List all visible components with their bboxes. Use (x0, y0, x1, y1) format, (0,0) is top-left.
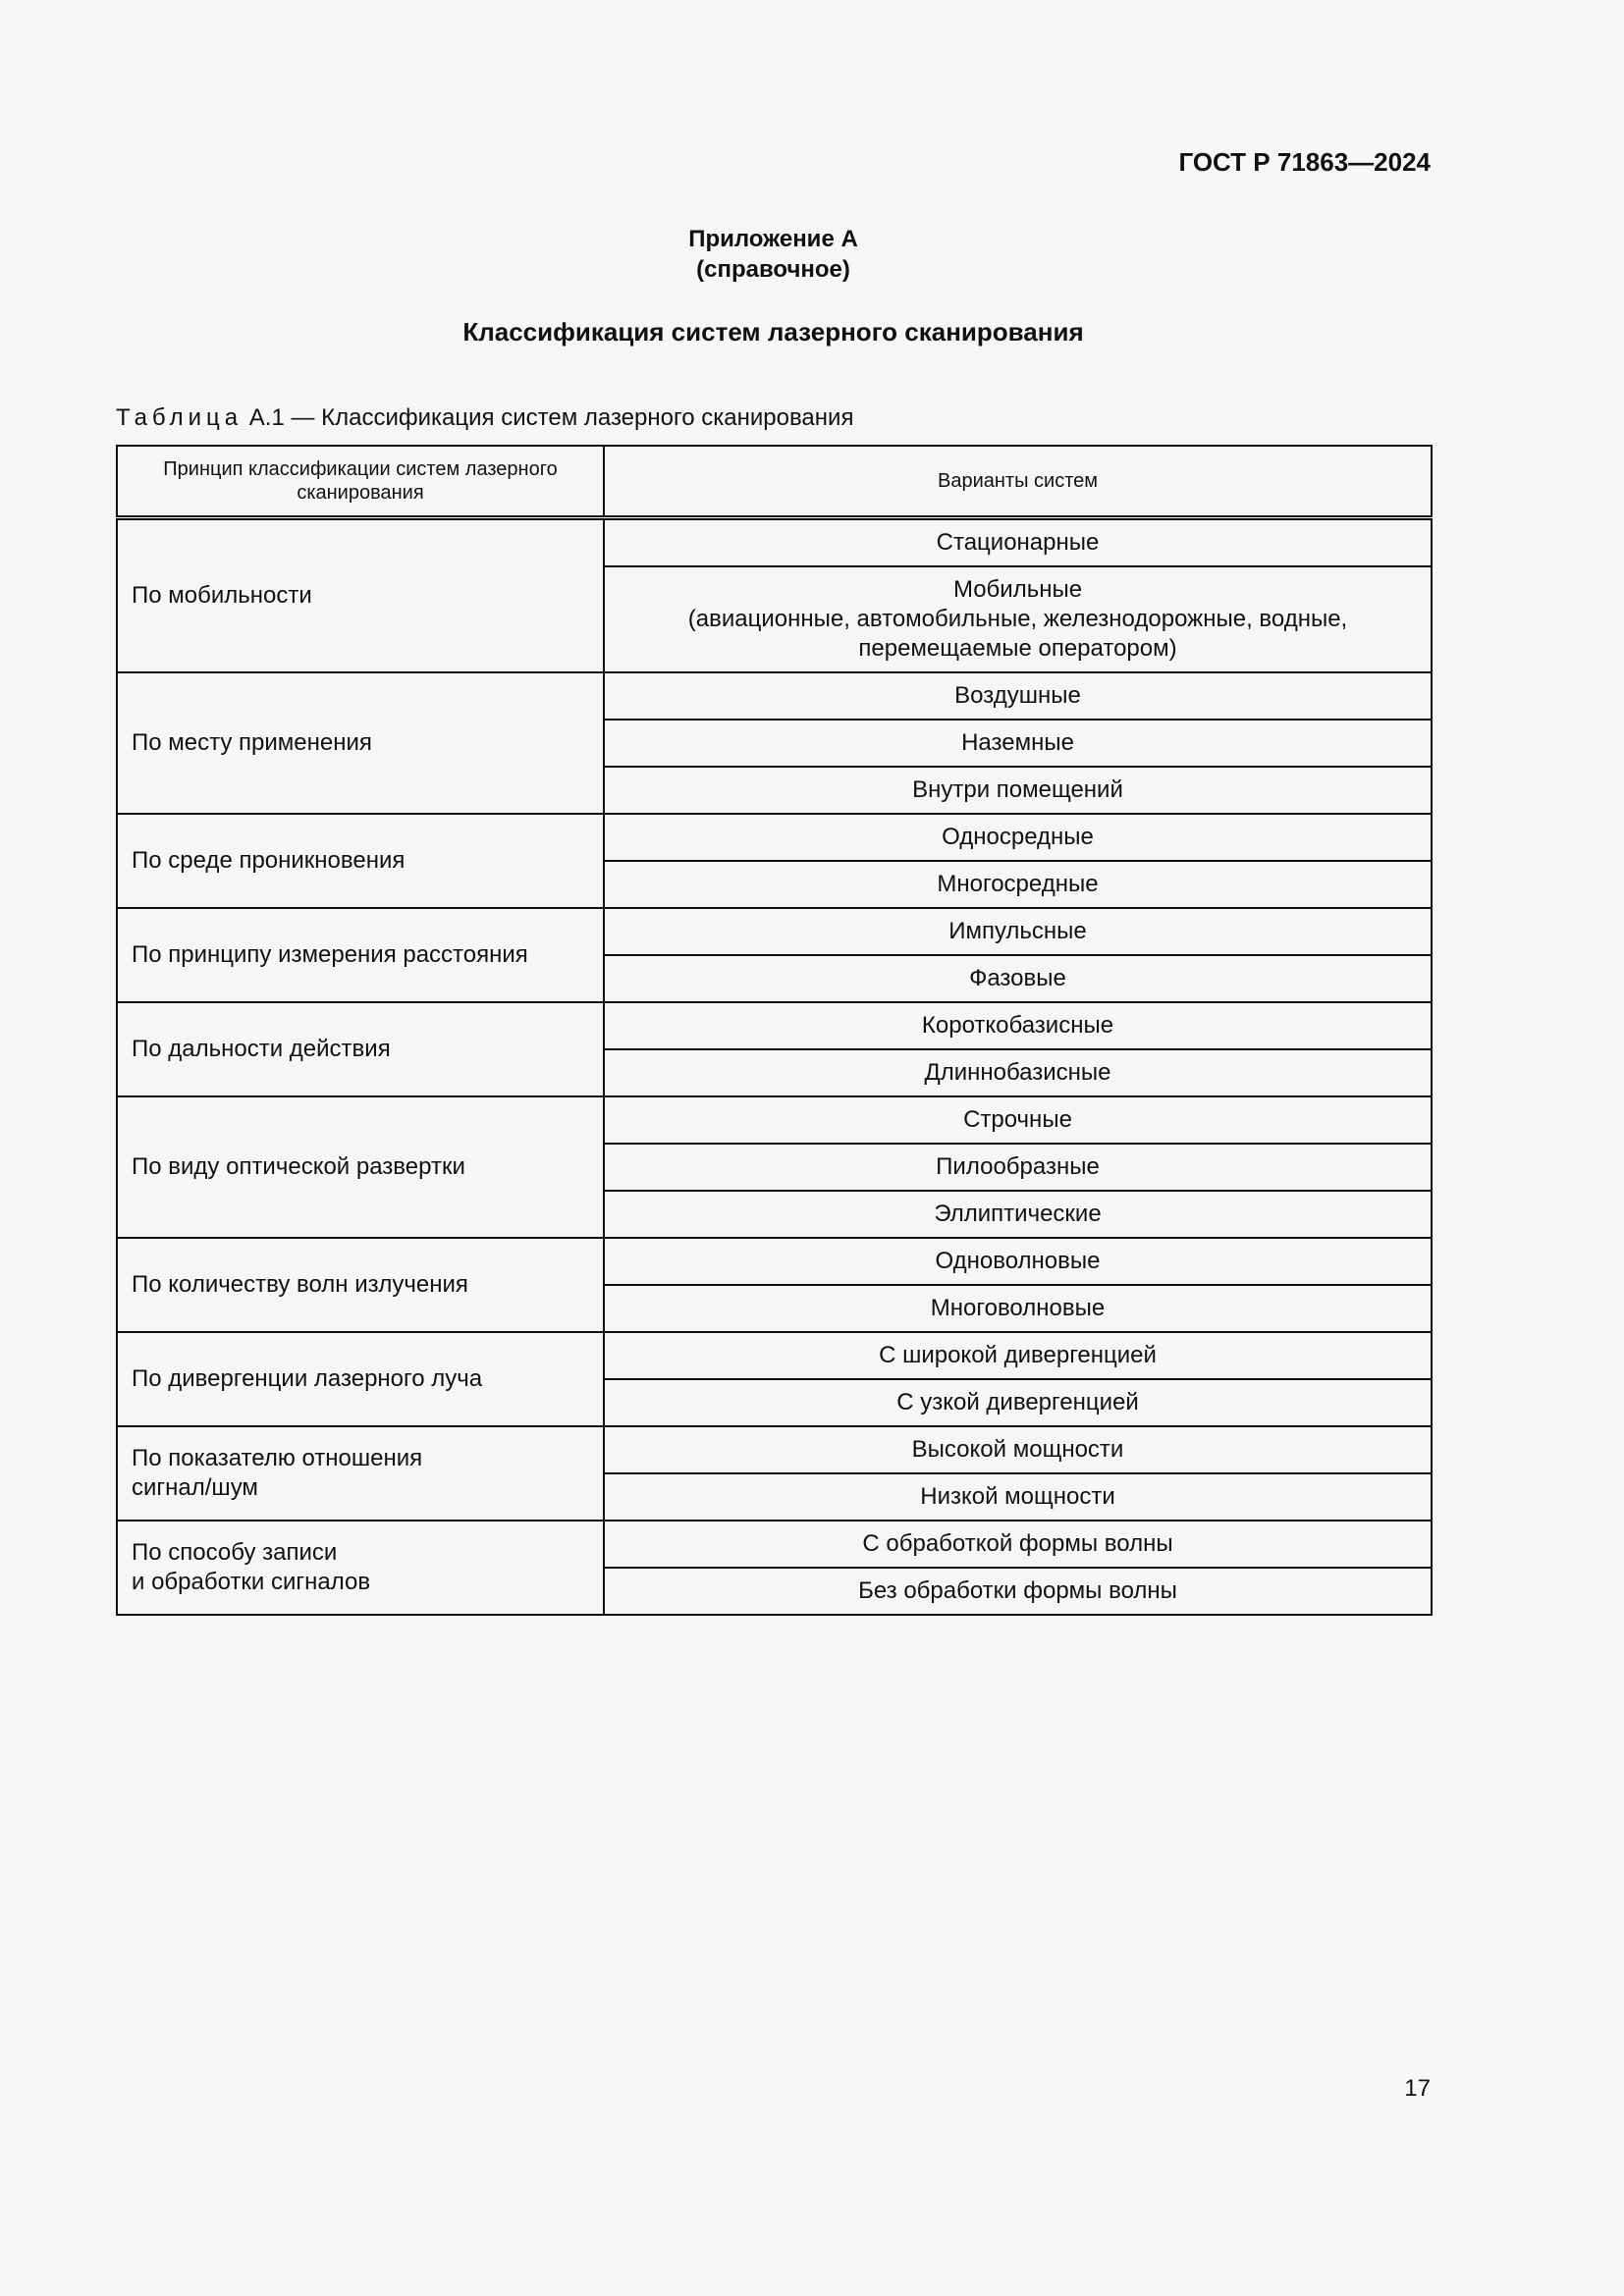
variant-cell: С обработкой формы волны (604, 1521, 1432, 1568)
table-row (117, 672, 1432, 720)
variant-cell: Многосредные (604, 861, 1432, 908)
variant-cell: Длиннобазисные (604, 1049, 1432, 1096)
variant-cell: Пилообразные (604, 1144, 1432, 1191)
category-cell: По количеству волн излучения (117, 1238, 604, 1332)
variant-cell: Низкой мощности (604, 1473, 1432, 1521)
appendix-note: (справочное) (696, 256, 850, 283)
classification-table (116, 445, 1433, 1616)
variant-cell: Мобильные (авиационные, автомобильные, железнодорожные, водные, перемещаемые оператором) (604, 566, 1432, 672)
table-header-row (117, 446, 1432, 518)
variant-cell: Односредные (604, 814, 1432, 861)
variant-cell: Многоволновые (604, 1285, 1432, 1332)
variant-cell: Импульсные (604, 908, 1432, 955)
variant-cell: Фазовые (604, 955, 1432, 1002)
header-principle: Принцип классификации систем лазерного сканирования (117, 446, 604, 518)
table-body (117, 518, 1432, 1616)
table-caption (116, 404, 853, 432)
variant-cell: Внутри помещений (604, 767, 1432, 814)
variant-cell: С узкой дивергенцией (604, 1379, 1432, 1426)
variant-cell: Строчные (604, 1096, 1432, 1144)
variant-cell: Наземные (604, 720, 1432, 767)
variant-cell: Высокой мощности (604, 1426, 1432, 1473)
table-row (117, 1096, 1432, 1144)
table-caption-prefix: Таблица (116, 404, 244, 431)
document-code: ГОСТ Р 71863—2024 (1178, 147, 1431, 177)
table-row (117, 1521, 1432, 1568)
table-row (117, 1238, 1432, 1285)
category-cell: По дивергенции лазерного луча (117, 1332, 604, 1426)
category-cell: По показателю отношения сигнал/шум (117, 1426, 604, 1521)
category-cell: По виду оптической развертки (117, 1096, 604, 1238)
category-cell: По мобильности (117, 518, 604, 673)
header-variants: Варианты систем (604, 446, 1432, 518)
table-row (117, 1332, 1432, 1379)
category-cell: По среде проникновения (117, 814, 604, 908)
variant-cell: Без обработки формы волны (604, 1568, 1432, 1615)
variant-cell: С широкой дивергенцией (604, 1332, 1432, 1379)
variant-cell: Стационарные (604, 518, 1432, 567)
table-row (117, 1426, 1432, 1473)
category-cell: По дальности действия (117, 1002, 604, 1096)
variant-cell: Одноволновые (604, 1238, 1432, 1285)
table-row (117, 1002, 1432, 1049)
section-title: Классификация систем лазерного сканирования (462, 317, 1084, 347)
category-cell: По месту применения (117, 672, 604, 814)
table-row (117, 518, 1432, 567)
variant-cell: Короткобазисные (604, 1002, 1432, 1049)
variant-cell: Эллиптические (604, 1191, 1432, 1238)
category-cell: По принципу измерения расстояния (117, 908, 604, 1002)
table-caption-text: А.1 — Классификация систем лазерного сканирования (243, 404, 854, 431)
table-row (117, 814, 1432, 861)
table-row (117, 908, 1432, 955)
appendix-title: Приложение А (688, 226, 858, 252)
page-number: 17 (1404, 2075, 1431, 2102)
category-cell: По способу записи и обработки сигналов (117, 1521, 604, 1615)
variant-cell: Воздушные (604, 672, 1432, 720)
